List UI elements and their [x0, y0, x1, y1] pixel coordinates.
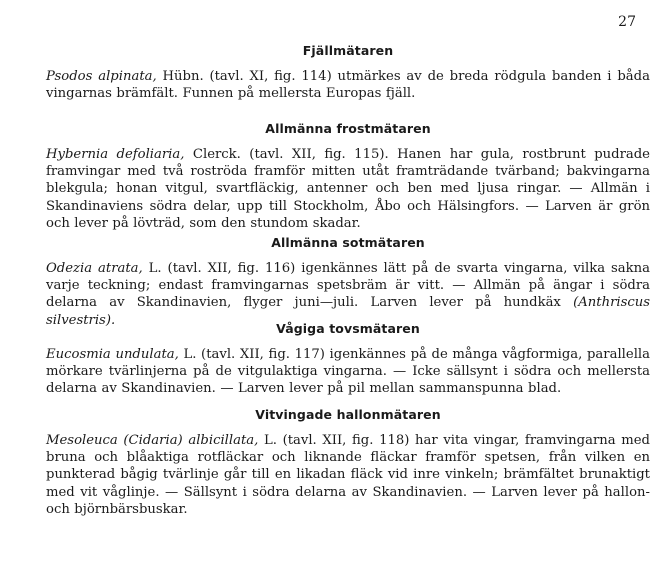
species-name: Psodos alpinata,: [46, 69, 157, 84]
species-name: Hybernia defoliaria,: [46, 147, 185, 162]
entry-fjallmataren: [46, 42, 650, 102]
entry-description: [46, 260, 650, 329]
entry-description: [46, 146, 650, 232]
entry-allmanna-frostmataren: [46, 120, 650, 232]
species-name: Mesoleuca (Cidaria) albicillata,: [46, 433, 259, 448]
page-number: 27: [618, 14, 636, 30]
species-text: Clerck. (tavl. XII, fig. 115). Hanen har gula, rostbrunt pudrade framvingar med två roströda framför mitten utåt framträdande tvärband; bakvingarna blekgula; honan vitgul, svartfläckig, antenner och ben med ljusa ringar. — Allmän i Skandinaviens södra delar, upp till Stockholm, Åbo och Hälsingfors. — Larven är grön och lever på lövträd, som den stundom skadar.: [46, 147, 650, 231]
species-text: L. (tavl. XII, fig. 117) igenkännes på de många vågformiga, parallella mörkare tvärlinjerna på de vitgulaktiga vingarna. — Icke sällsynt i södra och mellersta delarna av Skandinavien. — Larven lever på pil mellan sammanspunna blad.: [46, 347, 650, 397]
entry-description: [46, 432, 650, 518]
species-text: L. (tavl. XII, fig. 116) igenkännes lätt på de svarta vingarna, vilka sakna varje teckning; endast framvingarnas spetsbräm är vitt. — Allmän på ängar i södra delarna av Skandinavien, flyger juni—juli. Larven lever på hundkäx: [46, 261, 650, 311]
entry-heading: Fjällmätaren: [302, 43, 394, 58]
species-name: Eucosmia undulata,: [46, 347, 179, 362]
entry-heading: Allmänna frostmätaren: [265, 121, 431, 136]
entry-vitvingade-hallonmataren: [46, 406, 650, 518]
species-name: Odezia atrata,: [46, 261, 143, 276]
entry-heading: Allmänna sotmätaren: [271, 235, 425, 250]
entry-heading: Vitvingade hallonmätaren: [255, 407, 441, 422]
entry-allmanna-sotmataren: [46, 234, 650, 329]
entry-description: [46, 346, 650, 398]
entry-heading: Vågiga tovsmätaren: [276, 321, 420, 336]
species-text: Hübn. (tavl. XI, fig. 114) utmärkes av de breda rödgula banden i båda vingarnas brämfält. Funnen på mellersta Europas fjäll.: [46, 69, 650, 102]
host-plant-name: (Anthriscus silvestris).: [46, 295, 650, 328]
entry-description: [46, 68, 650, 102]
species-text: L. (tavl. XII, fig. 118) har vita vingar, framvingarna med bruna och blåaktiga rotfläckar och liknande fläckar framför spetsen, från vilken en punkterad bågig tvärlinje går till en likadan fläck vid inre vinkeln; brämfältet brunaktigt med vit våglinje. — Sällsynt i södra delarna av Skandinavien. — Larven lever på hallon- och björnbärsbuskar.: [46, 433, 650, 517]
entry-vagiga-tovsmataren: [46, 320, 650, 398]
